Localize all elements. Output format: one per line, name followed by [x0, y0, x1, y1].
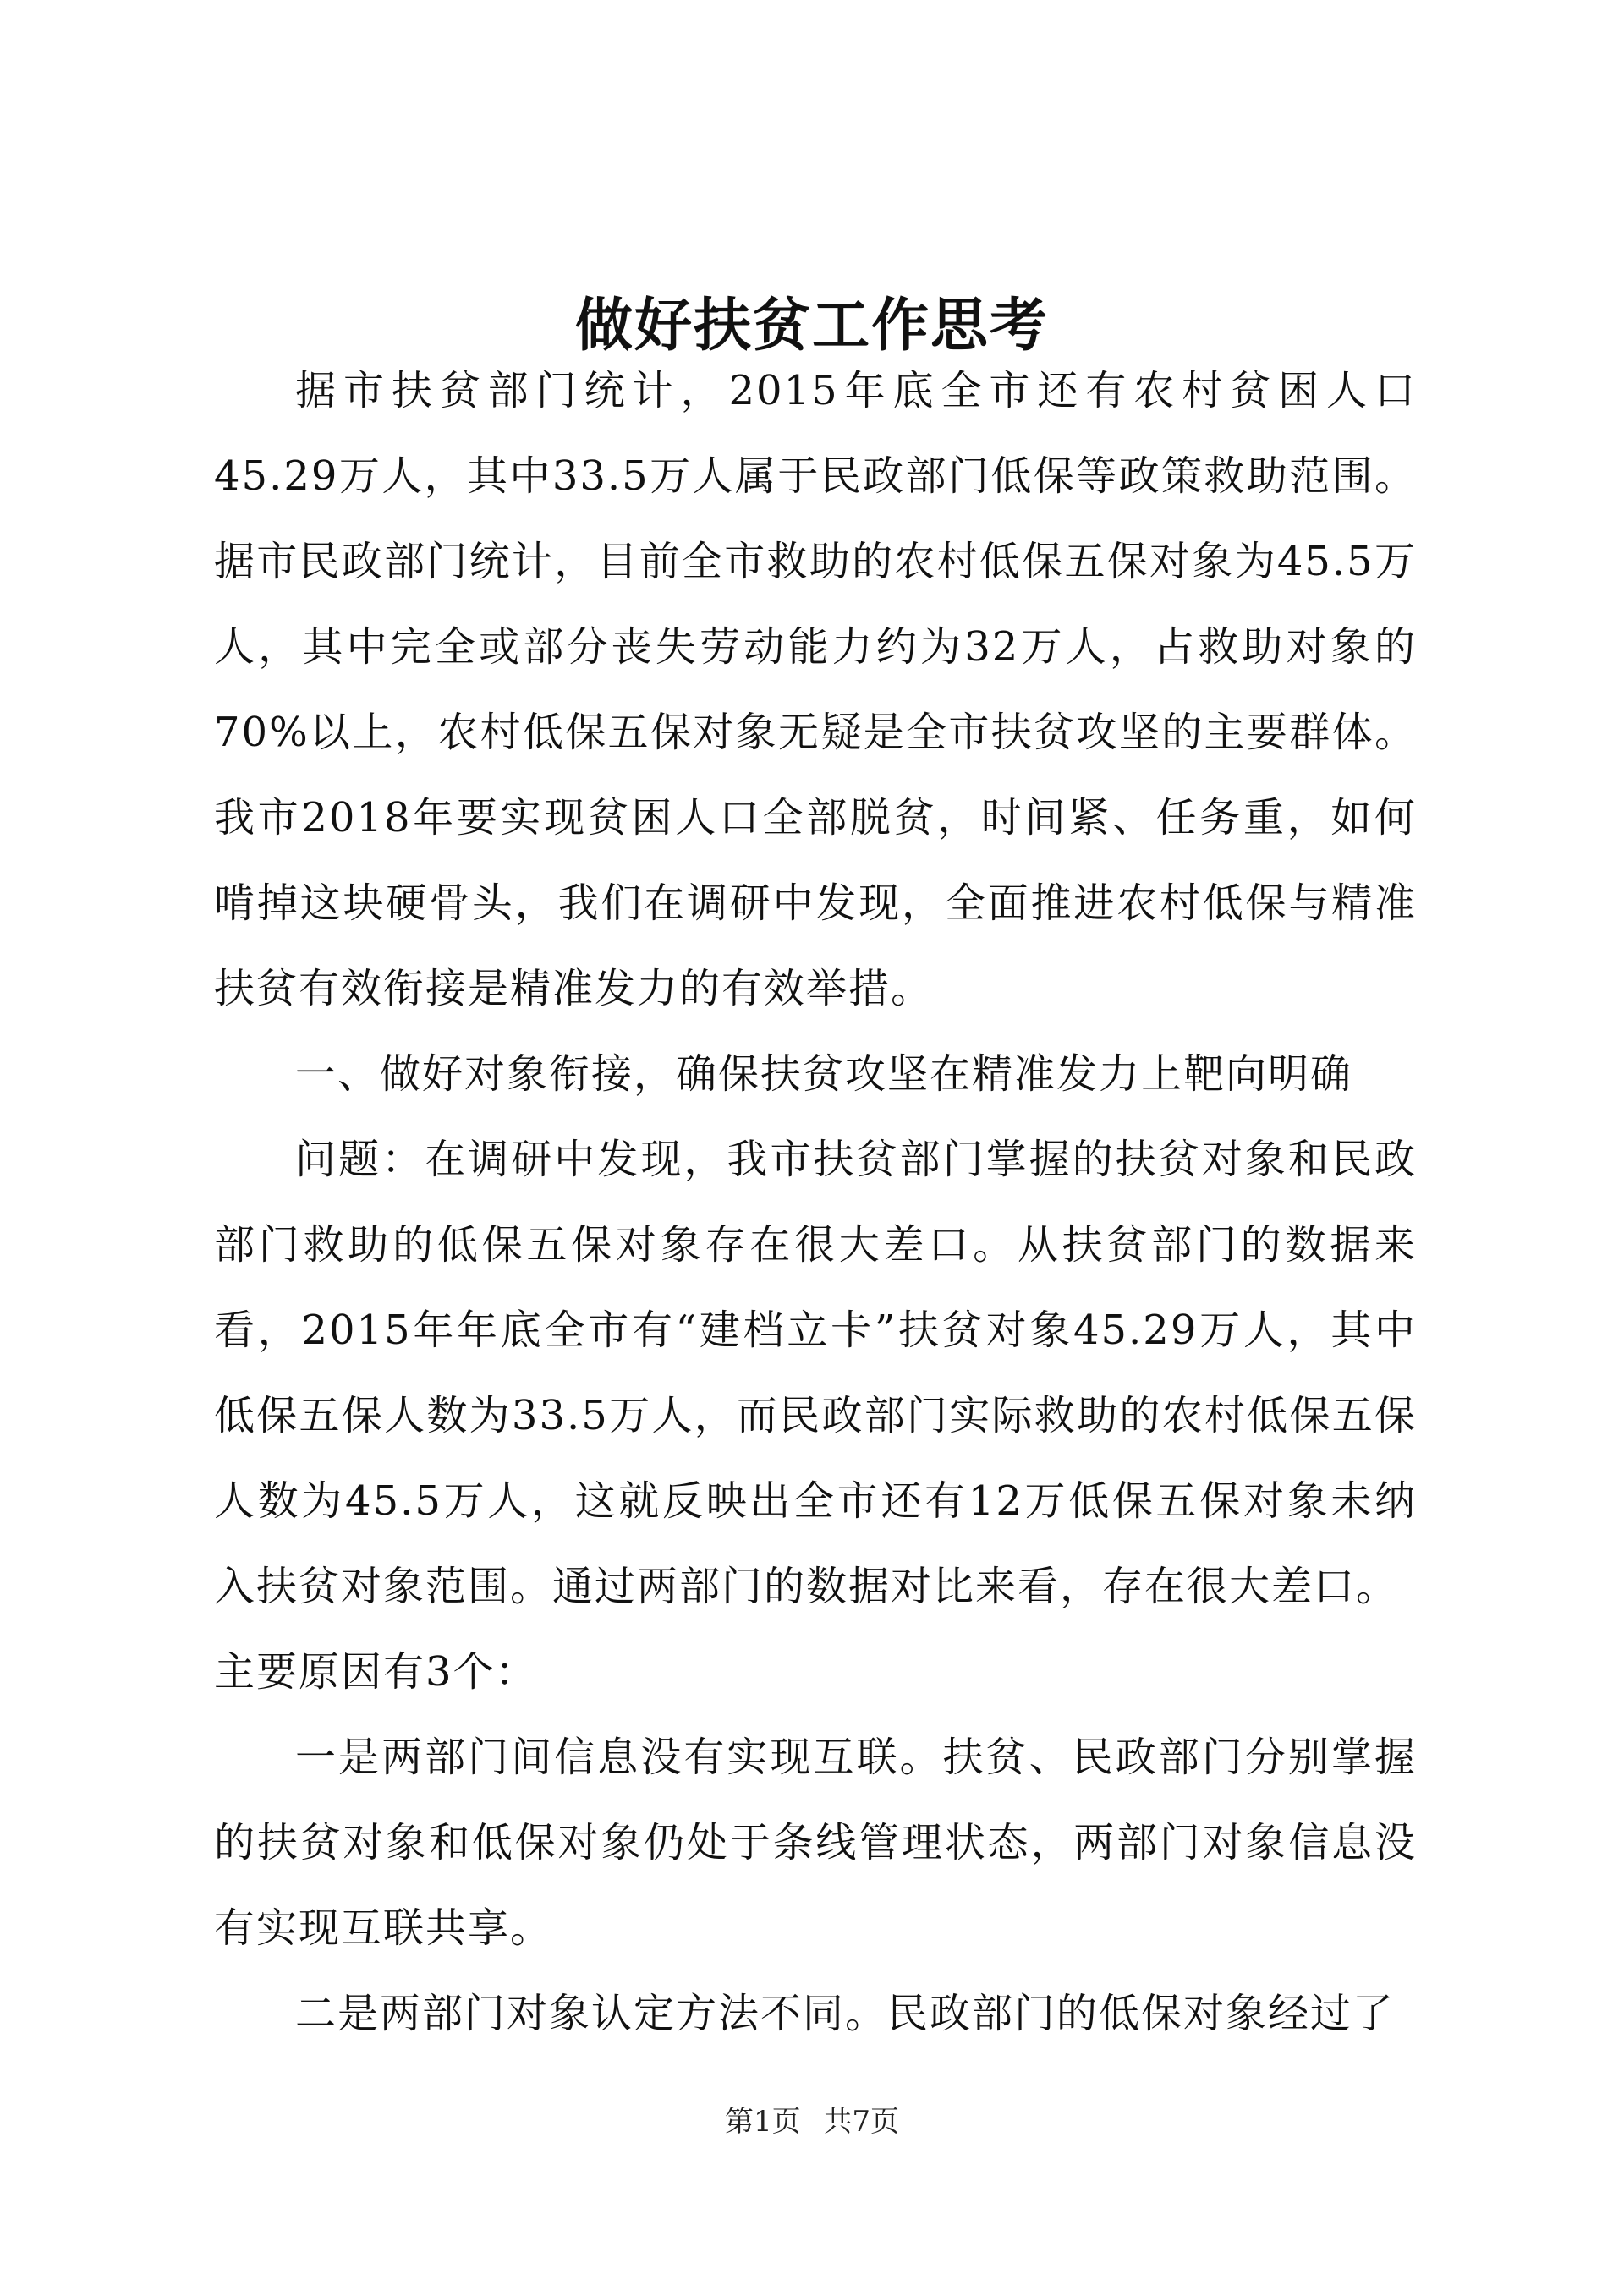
document-body [214, 348, 1417, 2057]
page-total: 共7页 [823, 2105, 900, 2139]
page-footer [0, 2101, 1624, 2142]
paragraph-intro: 据市扶贫部门统计，2015年底全市还有农村贫困人口45.29万人，其中33.5万人属于民政部门低保等政策救助范围。据市民政部门统计，目前全市救助的农村低保五保对象为45.5万人，其中完全或部分丧失劳动能力约为32万人，占救助对象的70%以上，农村低保五保对象无疑是全市扶贫攻坚的主要群体。我市2018年要实现贫困人口全部脱贫，时间紧、任务重，如何啃掉这块硬骨头，我们在调研中发现，全面推进农村低保与精准扶贫有效衔接是精准发力的有效举措。 [214, 367, 1417, 1012]
paragraph-reason-2: 二是两部门对象认定方法不同。民政部门的低保对象经过了 [295, 1990, 1396, 2037]
paragraph-reason-1: 一是两部门间信息没有实现互联。扶贫、民政部门分别掌握的扶贫对象和低保对象仍处于条线管理状态，两部门对象信息没有实现互联共享。 [214, 1734, 1417, 1952]
page-number: 第1页 [724, 2105, 801, 2139]
paragraph-problem: 问题：在调研中发现，我市扶贫部门掌握的扶贫对象和民政部门救助的低保五保对象存在很大差口。从扶贫部门的数据来看，2015年年底全市有“建档立卡”扶贫对象45.29万人，其中低保五保人数为33.5万人，而民政部门实际救助的农村低保五保人数为45.5万人，这就反映出全市还有12万低保五保对象未纳入扶贫对象范围。通过两部门的数据对比来看，存在很大差口。 [214, 1136, 1417, 1610]
document-title: 做好扶贫工作思考 [574, 292, 1049, 359]
section-heading-1: 一、做好对象衔接，确保扶贫攻坚在精准发力上靶向明确 [295, 1050, 1353, 1098]
paragraph-reasons: 主要原因有3个： [214, 1648, 538, 1696]
